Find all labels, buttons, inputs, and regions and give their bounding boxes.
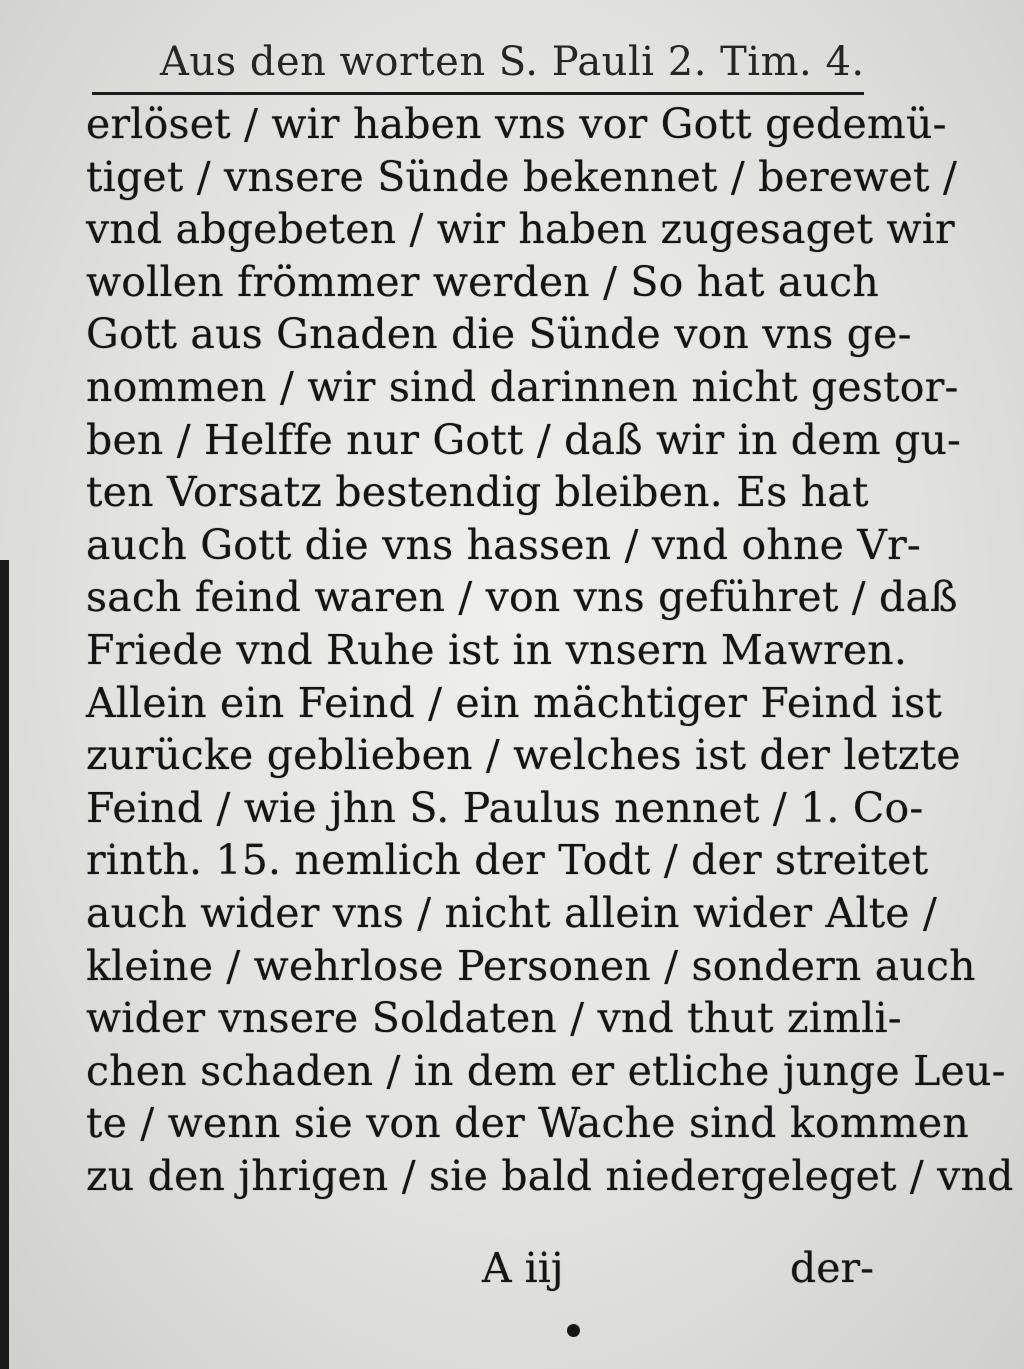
text-line: auch Gott die vns hassen / vnd ohne Vr- bbox=[86, 520, 921, 569]
text-line: chen schaden / in dem er etliche junge Leu- bbox=[86, 1046, 1006, 1095]
text-line: ben / Helffe nur Gott / daß wir in dem gu- bbox=[86, 415, 962, 464]
text-line: sach feind waren / von vns geführet / daß bbox=[86, 573, 958, 622]
page-edge-shadow bbox=[0, 560, 9, 1369]
text-line: wollen frömmer werden / So hat auch bbox=[86, 257, 879, 306]
text-line: ten Vorsatz bestendig bleiben. Es hat bbox=[86, 468, 869, 517]
catchword: der- bbox=[790, 1244, 874, 1292]
text-line: kleine / wehrlose Personen / sondern auch bbox=[86, 941, 976, 990]
running-head: Aus den worten S. Pauli 2. Tim. 4. bbox=[160, 39, 865, 85]
text-line: vnd abgebeten / wir haben zugesaget wir bbox=[86, 205, 955, 254]
text-line: Friede vnd Ruhe ist in vnsern Mawren. bbox=[86, 625, 908, 674]
text-line: zu den jhrigen / sie bald niedergeleget / vnd bbox=[86, 1151, 1014, 1200]
text-line: auch wider vns / nicht allein wider Alte / bbox=[86, 888, 938, 937]
text-line: tiget / vnsere Sünde bekennet / berewet / bbox=[86, 152, 957, 201]
header-rule bbox=[92, 92, 864, 95]
signature-mark: A iij bbox=[482, 1244, 564, 1292]
text-line: nommen / wir sind darinnen nicht gestor- bbox=[86, 362, 959, 411]
text-line: te / wenn sie von der Wache sind kommen bbox=[86, 1099, 969, 1148]
body-text bbox=[86, 98, 1014, 1202]
text-line: erlöset / wir haben vns vor Gott gedemü- bbox=[86, 100, 947, 148]
text-line: rinth. 15. nemlich der Todt / der streitet bbox=[86, 836, 929, 885]
text-line: Gott aus Gnaden die Sünde von vns ge- bbox=[86, 310, 912, 359]
text-line: Allein ein Feind / ein mächtiger Feind ist bbox=[86, 678, 943, 727]
ink-blot bbox=[567, 1324, 580, 1337]
text-line: Feind / wie jhn S. Paulus nennet / 1. Co- bbox=[86, 783, 924, 832]
text-line: wider vnsere Soldaten / vnd thut zimli- bbox=[86, 994, 902, 1043]
text-line: zurücke geblieben / welches ist der letzte bbox=[86, 731, 961, 780]
